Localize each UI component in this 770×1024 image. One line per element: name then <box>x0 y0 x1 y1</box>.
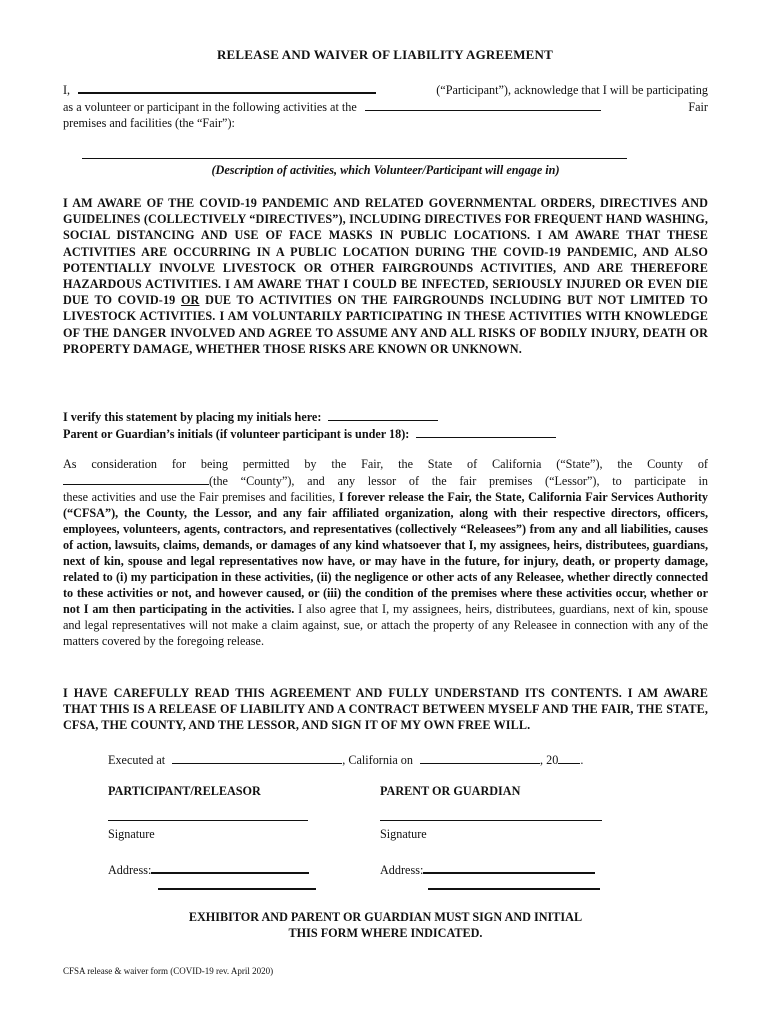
guardian-signature-field[interactable] <box>380 808 602 821</box>
activity-description-field[interactable] <box>82 146 627 159</box>
intro-line2-prefix: as a volunteer or participant in the following activities at the <box>63 100 357 114</box>
footer-note: CFSA release & waiver form (COVID-19 rev. April 2020) <box>63 966 274 976</box>
participant-signature-field[interactable] <box>108 808 308 821</box>
consideration-plain: these activities and use the Fair premises and facilities, <box>63 490 336 504</box>
county-name-field[interactable] <box>63 472 209 485</box>
consideration-release: I forever release the Fair, the State, California Fair Services Authority (“CFSA”), the County, the Lessor, and any fair affiliated organization, along with their respective directors, officers, employees, volunteers, agents, contractors, and representatives (collectively “Releasees”) from any and all liabilities, causes of action, lawsuits, claims, demands, or damages of any kind whatsoever that I, my assignees, heirs, distributees, guardians, next of kin, spouse and legal representatives now have, or may have in the future, for injury, death, or property damage, related to (i) my participation in these activities, (ii) the negligence or other acts of any Releasee, whether directly connected to these activities or not, and however caused, or (iii) the condition of the premises where these activities occur, whether or not I am then participating in the activities. <box>63 490 709 616</box>
verify-initials-label: I verify this statement by placing my initials here: <box>63 410 322 424</box>
consideration-county: (the “County”), and any lessor of the fair premises (“Lessor”), to participate in <box>209 474 708 488</box>
activity-caption: (Description of activities, which Volunteer/Participant will engage in) <box>211 163 560 177</box>
guardian-address-label: Address: <box>380 863 424 877</box>
guardian-address-field-1[interactable] <box>423 860 595 874</box>
parent-initials-label: Parent or Guardian’s initials (if volunteer participant is under 18): <box>63 427 410 441</box>
executed-at-label: Executed at <box>108 753 166 767</box>
executed-year-label: , 20 <box>540 753 559 767</box>
covid-awareness-paragraph <box>63 195 708 357</box>
consideration-line1: As consideration for being permitted by the Fair, the State of California (“State”), the County of <box>63 457 708 471</box>
initials-section <box>63 408 708 442</box>
awareness-or: OR <box>180 293 200 308</box>
participant-heading: PARTICIPANT/RELEASOR <box>108 784 261 798</box>
awareness-text-1: I AM AWARE OF THE COVID-19 PANDEMIC AND RELATED GOVERNMENTAL ORDERS, DIRECTIVES AND GUIDELINES (COLLECTIVELY “DIRECTIVES”), INCLUDING DIRECTIVES FOR FREQUENT HAND WASHING, SOCIAL DISTANCING AND USE OF FACE MASKS IN PUBLIC LOCATIONS. I AM AWARE THAT THESE ACTIVITIES ARE OCCURRING IN A PUBLIC LOCATION DURING THE COVID-19 PANDEMIC, AND ALSO POTENTIALLY INVOLVE LIVESTOCK OR OTHER FAIRGROUNDS ACTIVITIES, AND ARE THEREFORE HAZARDOUS ACTIVITIES. I AM AWARE THAT I COULD BE INFECTED, SERIOUSLY INJURED OR EVEN DIE DUE TO COVID-19 <box>63 196 708 308</box>
participant-text: (“Participant”), acknowledge that I will be participating <box>436 83 708 97</box>
participant-address-field-2[interactable] <box>158 876 316 890</box>
executed-period: . <box>580 753 584 767</box>
consideration-tail: I also agree that I, my assignees, heirs, distributees, guardians, next of kin, spouse and legal representatives will not make a claim against, sue, or attach the property of any Releasee in connection with any of the matters covered by the foregoing release. <box>63 602 709 648</box>
intro-paragraph <box>63 80 708 131</box>
participant-address-field-1[interactable] <box>151 860 309 874</box>
document-title: RELEASE AND WAIVER OF LIABILITY AGREEMENT <box>216 47 554 62</box>
consideration-paragraph <box>63 456 708 649</box>
executed-year-field[interactable] <box>558 751 580 764</box>
closing-line2: THIS FORM WHERE INDICATED. <box>288 926 483 940</box>
participant-name-field[interactable] <box>78 80 376 94</box>
closing-instruction <box>63 909 708 941</box>
intro-line2-suffix: Fair <box>688 100 708 114</box>
participant-initials-field[interactable] <box>328 408 438 421</box>
participant-signature-label: Signature <box>108 827 155 841</box>
closing-line1: EXHIBITOR AND PARENT OR GUARDIAN MUST SIGN AND INITIAL <box>188 910 583 924</box>
fair-name-field[interactable] <box>365 98 601 111</box>
executed-location-field[interactable] <box>172 751 342 764</box>
awareness-text-2: DUE TO ACTIVITIES ON THE FAIRGROUNDS INCLUDING BUT NOT LIMITED TO LIVESTOCK ACTIVITIES. I AM VOLUNTARILY PARTICIPATING IN THESE ACTIVITIES WITH KNOWLEDGE OF THE DANGER INVOLVED AND AGREE TO ASSUME ANY AND ALL RISKS OF BODILY INJURY, DEATH OR PROPERTY DAMAGE, WHETHER THOSE RISKS ARE KNOWN OR UNKNOWN. <box>63 293 708 356</box>
read-statement: I HAVE CAREFULLY READ THIS AGREEMENT AND FULLY UNDERSTAND ITS CONTENTS. I AM AWARE THAT THIS IS A RELEASE OF LIABILITY AND A CONTRACT BETWEEN MYSELF AND THE FAIR, THE STATE, CFSA, THE COUNTY, AND THE LESSOR, AND SIGN IT OF MY OWN FREE WILL. <box>63 686 708 733</box>
intro-prefix: I, <box>63 83 71 97</box>
participant-address-label: Address: <box>108 863 152 877</box>
executed-california-label: , California on <box>342 753 413 767</box>
parent-initials-field[interactable] <box>416 425 556 438</box>
guardian-signature-label: Signature <box>380 827 427 841</box>
intro-line3: premises and facilities (the “Fair”): <box>63 116 235 130</box>
executed-line <box>108 751 668 768</box>
executed-date-field[interactable] <box>420 751 540 764</box>
guardian-heading: PARENT OR GUARDIAN <box>380 784 521 798</box>
guardian-address-field-2[interactable] <box>428 876 600 890</box>
